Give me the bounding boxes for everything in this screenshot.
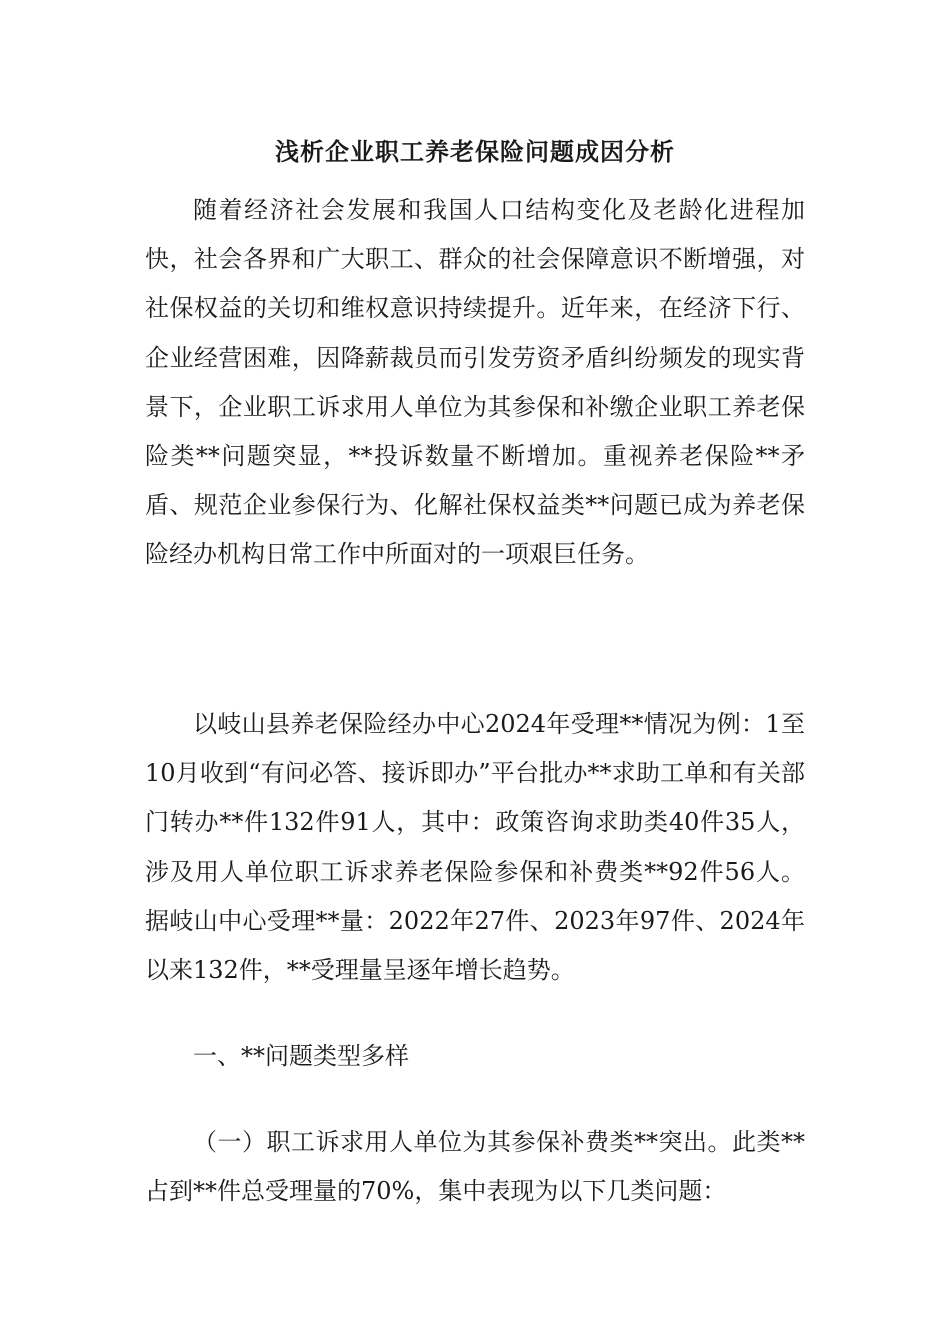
subsection-paragraph: （一）职工诉求用人单位为其参保补费类**突出。此类**占到**件总受理量的70%，集中表现为以下几类问题： <box>145 1128 805 1206</box>
paragraph-case-example: 以岐山县养老保险经办中心2024年受理**情况为例：1至10月收到“有问必答、接诉即办”平台批办**求助工单和有关部门转办**件132件91人，其中：政策咨询求助类40件35人，涉及用人单位职工诉求养老保险参保和补费类**92件56人。据岐山中心受理**量：2022年27件、2023年97件、2024年以来132件，**受理量呈逐年增长趋势。 <box>145 710 805 985</box>
paragraph-intro: 随着经济社会发展和我国人口结构变化及老龄化进程加快，社会各界和广大职工、群众的社会保障意识不断增强，对社保权益的关切和维权意识持续提升。近年来，在经济下行、企业经营困难，因降薪裁员而引发劳资矛盾纠纷频发的现实背景下，企业职工诉求用人单位为其参保和补缴企业职工养老保险类**问题突显，**投诉数量不断增加。重视养老保险**矛盾、规范企业参保行为、化解社保权益类**问题已成为养老保险经办机构日常工作中所面对的一项艰巨任务。 <box>145 196 805 569</box>
document-title: 浅析企业职工养老保险问题成因分析 <box>275 137 675 166</box>
section-heading: 一、**问题类型多样 <box>193 1042 409 1070</box>
